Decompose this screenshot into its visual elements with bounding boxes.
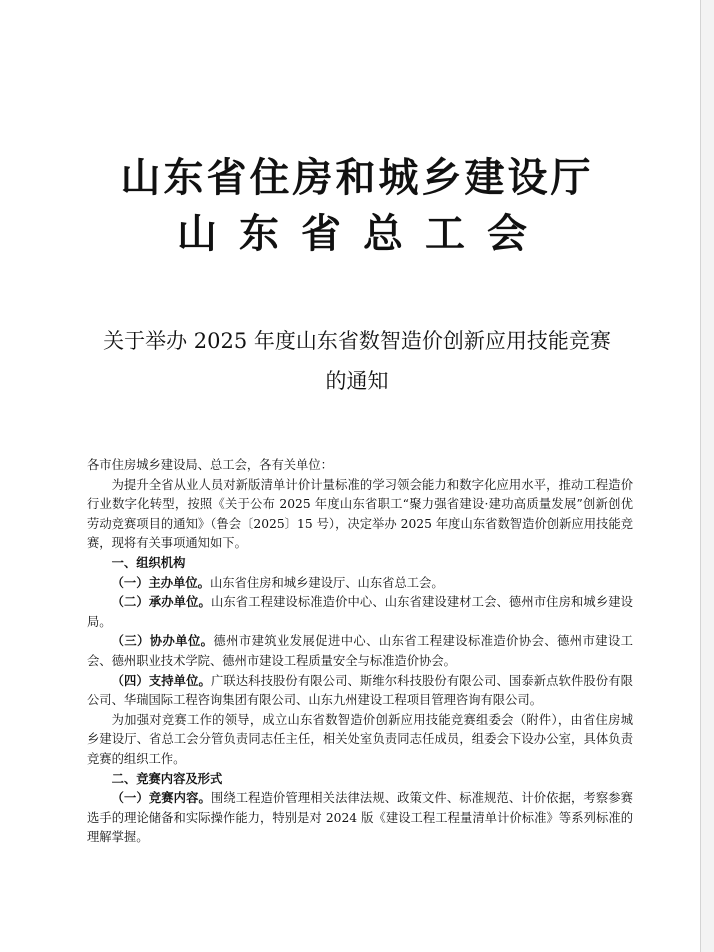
item-text: 山东省住房和城乡建设厅、山东省总工会。 [209, 575, 444, 590]
item-label: （四）支持单位。 [111, 673, 211, 688]
content-item [87, 789, 633, 848]
issuer-line-2: 山东省总工会 [177, 210, 549, 257]
item-label: （三）协办单位。 [111, 634, 214, 649]
document-title-line-2: 的通知 [325, 369, 389, 393]
item-text: 山东省工程建设标准造价中心、山东省建设建材工会、德州市住房和城乡建设局。 [87, 595, 633, 629]
item-text: 德州市建筑业发展促进中心、山东省工程建设标准造价协会、德州市建设工会、德州职业技术学院、德州市建设工程质量安全与标准造价协会。 [87, 634, 633, 668]
issuer-line-1: 山东省住房和城乡建设厅 [120, 154, 594, 201]
section-1-heading: 一、组织机构 [111, 555, 186, 570]
viewer-side-strip [701, 0, 714, 952]
item-label: （二）承办单位。 [111, 595, 211, 610]
item-label: （一）竞赛内容。 [111, 791, 211, 806]
item-text: 广联达科技股份有限公司、斯维尔科技股份有限公司、国泰新点软件股份有限公司、华瑞国际工程咨询集团有限公司、山东九州建设工程项目管理咨询有限公司。 [87, 673, 633, 708]
section-2-heading: 二、竞赛内容及形式 [111, 771, 223, 786]
intro-paragraph: 为提升全省从业人员对新版清单计价计量标准的学习领会能力和数字化应用水平，推动工程造价行业数字化转型，按照《关于公布 2025 年度山东省职工“聚力强省建设·建功高质量发展”创新创优劳动竞赛项目的通知》（鲁会〔2025〕15 号），决定举办 2025 年度山东省数智造价创新应用技能竞赛，现将有关事项通知如下。 [87, 477, 633, 551]
item-text: 围绕工程造价管理相关法律法规、政策文件、标准规范、计价依据，考察参赛选手的理论储备和实际操作能力，特别是对 2024 版《建设工程工程量清单计价标准》等系列标准的理解掌握。 [87, 791, 633, 845]
salutation: 各市住房城乡建设局、总工会，各有关单位： [87, 458, 333, 472]
organizer-item [87, 593, 633, 632]
organizer-item [87, 574, 633, 594]
item-label: （一）主办单位。 [111, 575, 210, 590]
organizer-item [87, 632, 633, 671]
document-title-line-1: 关于举办 2025 年度山东省数智造价创新应用技能竞赛 [103, 329, 611, 353]
leadership-paragraph: 为加强对竞赛工作的领导，成立山东省数智造价创新应用技能竞赛组委会（附件），由省住房城乡建设厅、省总工会分管负责同志任主任，相关处室负责同志任成员，组委会下设办公室，具体负责竞赛的组织工作。 [87, 712, 633, 766]
document-body [87, 456, 633, 848]
organizer-item [87, 672, 633, 711]
